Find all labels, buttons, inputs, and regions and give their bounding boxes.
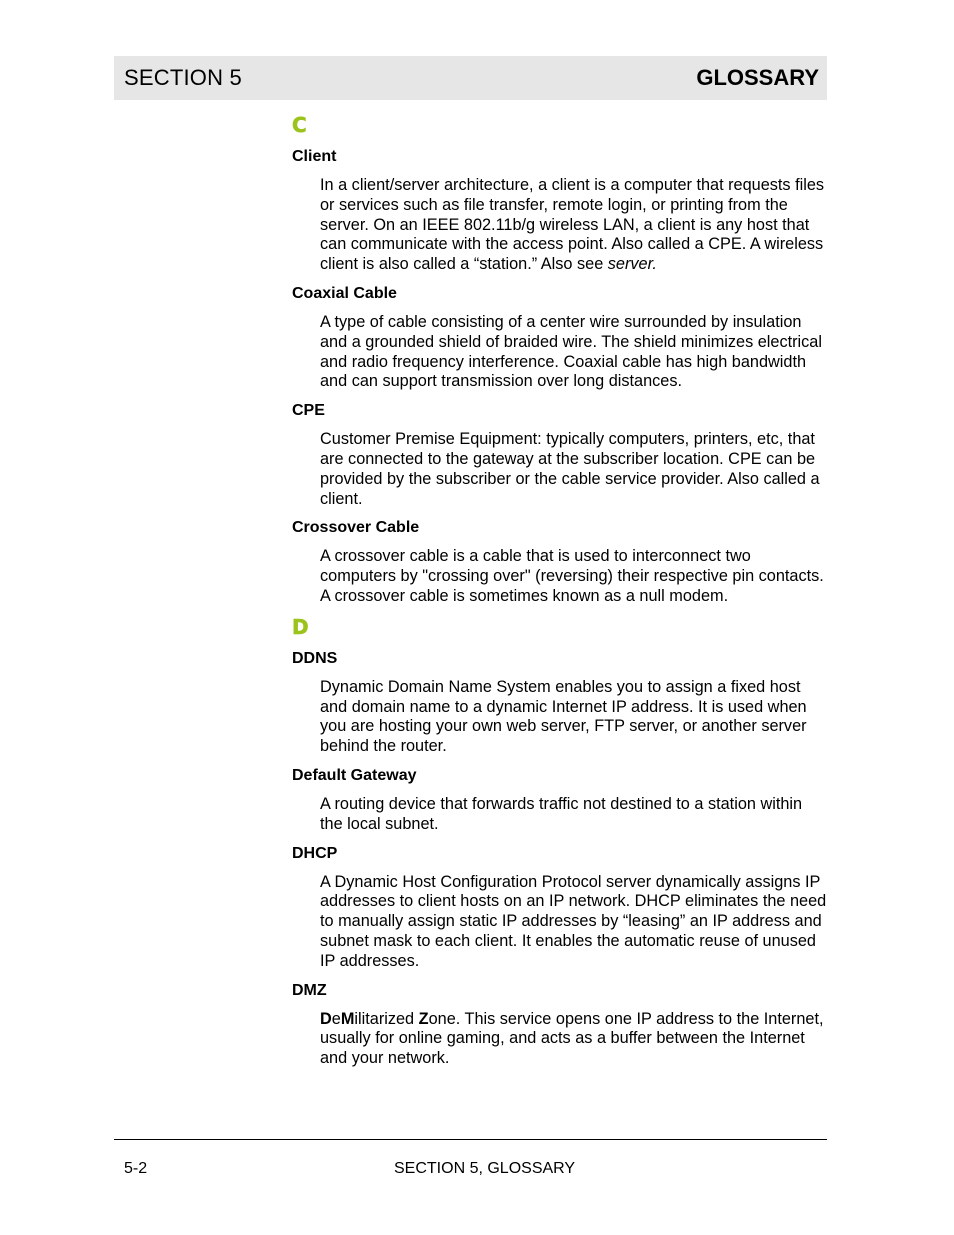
definition-text: ilitarized	[354, 1009, 419, 1028]
term-dmz: DMZ	[292, 981, 327, 999]
definition-default-gateway: A routing device that forwards traffic not destined to a station within the local subnet.	[320, 794, 803, 833]
page-header	[114, 56, 827, 100]
footer-title: SECTION 5, GLOSSARY	[394, 1160, 576, 1177]
acronym-letter: M	[340, 1009, 355, 1028]
definition-see-also: server.	[607, 255, 657, 274]
page-number: 5-2	[124, 1160, 148, 1177]
section-title: GLOSSARY	[696, 65, 819, 90]
term-ddns: DDNS	[292, 649, 338, 667]
term-default-gateway: Default Gateway	[292, 766, 417, 784]
definition-client	[320, 176, 827, 275]
term-crossover-cable: Crossover Cable	[292, 519, 420, 537]
letter-heading-d: D	[292, 614, 309, 639]
definition-coaxial-cable: A type of cable consisting of a center wire surrounded by insulation and a grounded shield of braided wire. The shield minimizes electrical and radio frequency interference. Coaxial cable has high bandwidth and can support transmission over long distances.	[320, 312, 822, 391]
definition-cpe: Customer Premise Equipment: typically computers, printers, etc, that are connected to the gateway at the subscriber location. CPE can be provided by the subscriber or the cable service provider. Also called a client.	[320, 430, 820, 508]
definition-text: e	[331, 1009, 341, 1028]
term-coaxial-cable: Coaxial Cable	[292, 284, 397, 302]
term-client: Client	[292, 148, 337, 165]
definition-text: In a client/server architecture, a client is a computer that requests files or services such as file transfer, remote login, or printing from the server. On an IEEE 802.11b/g wireless LAN, a client is any host that can communicate with the access point. Also called a CPE. A wireless client is also called a “station.” Also see	[320, 176, 825, 274]
acronym-letter: D	[320, 1009, 332, 1028]
letter-heading-c: C	[292, 113, 307, 137]
glossary-content	[292, 112, 827, 1078]
term-cpe: CPE	[292, 402, 325, 420]
definition-ddns: Dynamic Domain Name System enables you to assign a fixed host and domain name to a dynamic Internet IP address. It is used when you are hosting your own web server, FTP server, or another server behind the router.	[320, 677, 807, 756]
acronym-letter: Z	[418, 1009, 429, 1028]
footer-divider	[114, 1139, 827, 1140]
definition-crossover-cable: A crossover cable is a cable that is used to interconnect two computers by "crossing over" (reversing) their respective pin contacts. A crossover cable is sometimes known as a null modem.	[320, 547, 824, 605]
definition-text: one. This service opens one IP address to the Internet, usually for online gaming, and acts as a buffer between the Internet and your network.	[320, 1009, 824, 1068]
definition-dhcp: A Dynamic Host Configuration Protocol server dynamically assigns IP addresses to client hosts on an IP network. DHCP eliminates the need to manually assign static IP addresses by “leasing” an IP address and subnet mask to each client. It enables the automatic reuse of unused IP addresses.	[320, 872, 827, 970]
definition-dmz	[320, 1010, 827, 1069]
term-dhcp: DHCP	[292, 844, 338, 862]
section-label: SECTION 5	[124, 65, 242, 90]
